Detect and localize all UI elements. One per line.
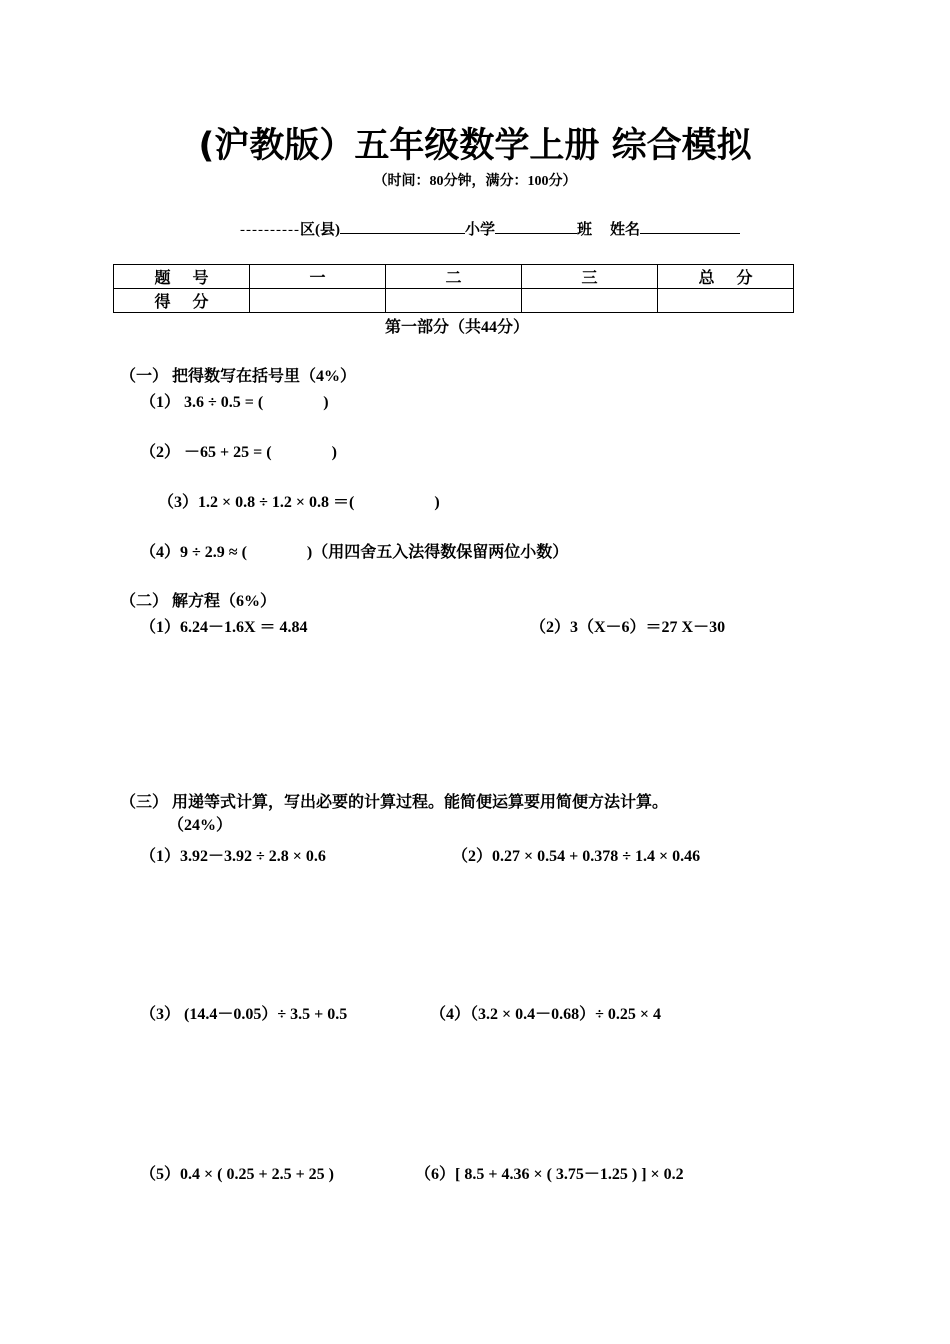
section1-q2: （2） －65 + 25 = ( )	[140, 444, 337, 461]
section2-q2: （2）3（X－6）＝27 X－30	[530, 619, 726, 636]
student-info-line	[240, 218, 740, 239]
score-row-label: 得 分	[114, 289, 250, 313]
section1-heading: （一） 把得数写在括号里（4%）	[120, 368, 357, 385]
score-header-cell: 总 分	[658, 265, 794, 289]
section2-heading: （二） 解方程（6%）	[120, 593, 277, 610]
score-table-score-row	[114, 289, 794, 313]
score-table-header-row	[114, 265, 794, 289]
section3-q4: （4）（3.2 × 0.4－0.68）÷ 0.25 × 4	[430, 1006, 662, 1023]
page-title: (沪教版）五年级数学上册 综合模拟	[198, 126, 752, 166]
school-label: 小学	[464, 222, 495, 238]
district-dashes: ----------	[240, 222, 300, 238]
district-label: 区(县)	[299, 222, 340, 238]
score-cell[interactable]	[250, 289, 386, 313]
section1-q3: （3）1.2 × 0.8 ÷ 1.2 × 0.8 ＝( )	[158, 494, 440, 511]
school-field[interactable]	[495, 219, 577, 234]
score-cell[interactable]	[522, 289, 658, 313]
exam-info: （时间：80分钟，满分：100分）	[373, 174, 577, 189]
score-header-cell: 三	[522, 265, 658, 289]
name-field[interactable]	[640, 219, 740, 234]
section3-q5: （5）0.4 × ( 0.25 + 2.5 + 25 )	[140, 1166, 335, 1183]
score-cell[interactable]	[386, 289, 522, 313]
district-field[interactable]	[340, 219, 465, 234]
section3-q3: （3） (14.4－0.05）÷ 3.5 + 0.5	[140, 1006, 348, 1023]
score-header-cell: 一	[250, 265, 386, 289]
score-table	[113, 264, 794, 313]
score-header-cell: 二	[386, 265, 522, 289]
section1-q1: （1） 3.6 ÷ 0.5 = ( )	[140, 394, 329, 411]
section3-q2: （2）0.27 × 0.54 + 0.378 ÷ 1.4 × 0.46	[452, 848, 701, 865]
score-header-cell: 题 号	[114, 265, 250, 289]
section3-q6: （6）[ 8.5 + 4.36 × ( 3.75－1.25 ) ] × 0.2	[415, 1166, 684, 1183]
class-label: 班	[576, 222, 592, 238]
name-label: 姓名	[609, 222, 640, 238]
section1-q4: （4）9 ÷ 2.9 ≈ ( )（用四舍五入法得数保留两位小数）	[140, 544, 569, 561]
score-cell[interactable]	[658, 289, 794, 313]
section3-q1: （1）3.92－3.92 ÷ 2.8 × 0.6	[140, 848, 326, 865]
part-title: 第一部分（共44分）	[385, 319, 530, 336]
section3-heading: （三） 用递等式计算，写出必要的计算过程。能简便运算要用简便方法计算。	[120, 794, 669, 811]
section2-q1: （1）6.24－1.6X ＝ 4.84	[140, 619, 308, 636]
section3-heading-percent: （24%）	[168, 817, 233, 834]
